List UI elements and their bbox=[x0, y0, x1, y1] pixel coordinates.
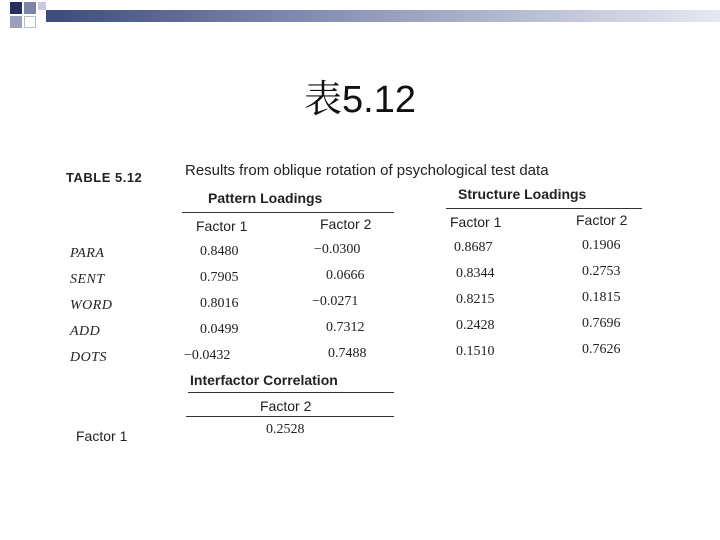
divider bbox=[446, 208, 642, 209]
table-label: TABLE 5.12 bbox=[66, 170, 143, 185]
table-cell: 0.8344 bbox=[456, 266, 495, 281]
decor-square bbox=[38, 2, 46, 10]
column-header: Factor 1 bbox=[450, 214, 502, 230]
divider bbox=[188, 392, 394, 393]
interfactor-row-label: Factor 1 bbox=[76, 428, 128, 444]
decorative-header-band bbox=[0, 0, 720, 30]
divider bbox=[182, 212, 394, 213]
table-cell: 0.0499 bbox=[200, 322, 239, 337]
slide-title: 表5.12 bbox=[304, 79, 416, 121]
interfactor-column-header: Factor 2 bbox=[260, 398, 312, 414]
table-cell: 0.8016 bbox=[200, 296, 239, 311]
table-cell: −0.0271 bbox=[312, 294, 359, 309]
column-header: Factor 1 bbox=[196, 218, 248, 234]
table-cell: 0.0666 bbox=[326, 268, 365, 283]
decor-square bbox=[24, 16, 36, 28]
table-cell: −0.0300 bbox=[314, 242, 361, 257]
table-cell: −0.0432 bbox=[184, 348, 231, 363]
table-cell: 0.7312 bbox=[326, 320, 365, 335]
decor-square bbox=[10, 16, 22, 28]
table-cell: 0.7626 bbox=[582, 342, 621, 357]
column-header: Factor 2 bbox=[320, 216, 372, 232]
decor-square bbox=[10, 2, 22, 14]
table-image bbox=[60, 150, 660, 460]
column-header: Factor 2 bbox=[576, 212, 628, 228]
table-cell: 0.7905 bbox=[200, 270, 239, 285]
table-cell: 0.1906 bbox=[582, 238, 621, 253]
table-cell: 0.8480 bbox=[200, 244, 239, 259]
row-label: ADD bbox=[70, 324, 101, 339]
table-cell: 0.7696 bbox=[582, 316, 621, 331]
table-cell: 0.7488 bbox=[328, 346, 367, 361]
structure-loadings-heading: Structure Loadings bbox=[458, 186, 587, 202]
decor-gradient-bar bbox=[46, 10, 720, 22]
table-cell: 0.2428 bbox=[456, 318, 495, 333]
table-cell: 0.1815 bbox=[582, 290, 621, 305]
table-cell: 0.8215 bbox=[456, 292, 495, 307]
table-cell: 0.8687 bbox=[454, 240, 493, 255]
table-cell: 0.1510 bbox=[456, 344, 495, 359]
decor-square bbox=[24, 2, 36, 14]
row-label: DOTS bbox=[70, 350, 108, 365]
divider bbox=[186, 416, 394, 417]
table-cell: 0.2753 bbox=[582, 264, 621, 279]
row-label: WORD bbox=[70, 298, 113, 313]
table-caption: Results from oblique rotation of psychological test data bbox=[185, 162, 549, 179]
row-label: PARA bbox=[70, 246, 105, 261]
interfactor-value: 0.2528 bbox=[266, 422, 305, 437]
row-label: SENT bbox=[70, 272, 105, 287]
pattern-loadings-heading: Pattern Loadings bbox=[208, 190, 323, 206]
interfactor-correlation-heading: Interfactor Correlation bbox=[190, 372, 338, 388]
